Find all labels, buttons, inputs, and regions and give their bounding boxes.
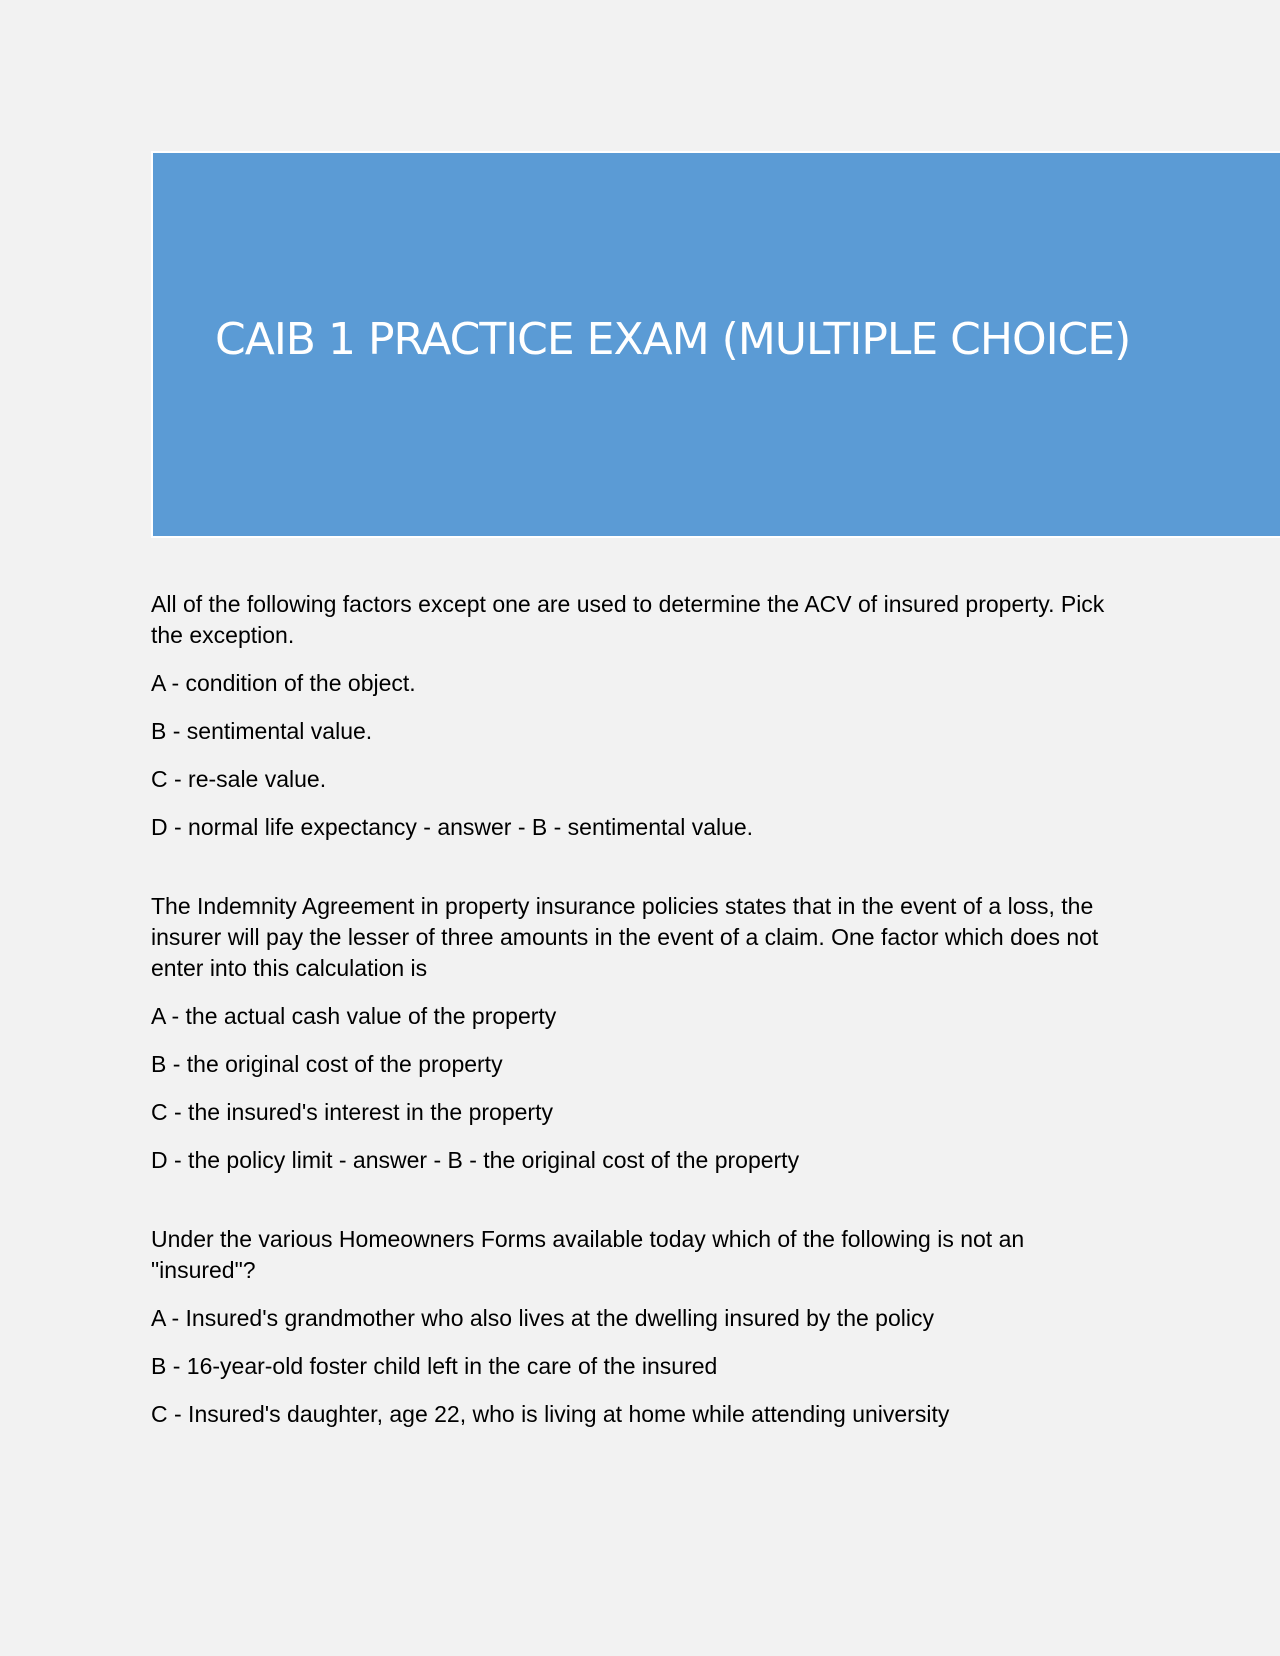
- option-a: A - Insured's grandmother who also lives at the dwelling insured by the policy: [151, 1305, 934, 1331]
- option-b: B - sentimental value.: [151, 718, 373, 744]
- option-d-answer: D - the policy limit - answer - B - the original cost of the property: [151, 1147, 800, 1173]
- option-b: B - 16-year-old foster child left in the care of the insured: [151, 1353, 718, 1379]
- question-text: The Indemnity Agreement in property insurance policies states that in the event of a loss, the insurer will pay the lesser of three amounts in the event of a claim. One factor which does not enter into this calculation is: [151, 893, 1099, 981]
- option-c: C - re-sale value.: [151, 766, 327, 792]
- option-c: C - the insured's interest in the property: [151, 1099, 553, 1125]
- option-c: C - Insured's daughter, age 22, who is living at home while attending university: [151, 1401, 950, 1427]
- page-title: CAIB 1 PRACTICE EXAM (MULTIPLE CHOICE): [215, 314, 1131, 365]
- question-2: [151, 891, 1121, 1176]
- question-text: Under the various Homeowners Forms available today which of the following is not an "insured"?: [151, 1226, 1025, 1283]
- title-banner: [151, 151, 1280, 538]
- exam-content: [151, 589, 1121, 1478]
- question-3: [151, 1224, 1121, 1430]
- option-a: A - the actual cash value of the property: [151, 1003, 557, 1029]
- question-text: All of the following factors except one are used to determine the ACV of insured property. Pick the exception.: [151, 591, 1105, 648]
- option-a: A - condition of the object.: [151, 670, 416, 696]
- option-b: B - the original cost of the property: [151, 1051, 503, 1077]
- option-d-answer: D - normal life expectancy - answer - B - sentimental value.: [151, 814, 754, 840]
- question-1: [151, 589, 1121, 843]
